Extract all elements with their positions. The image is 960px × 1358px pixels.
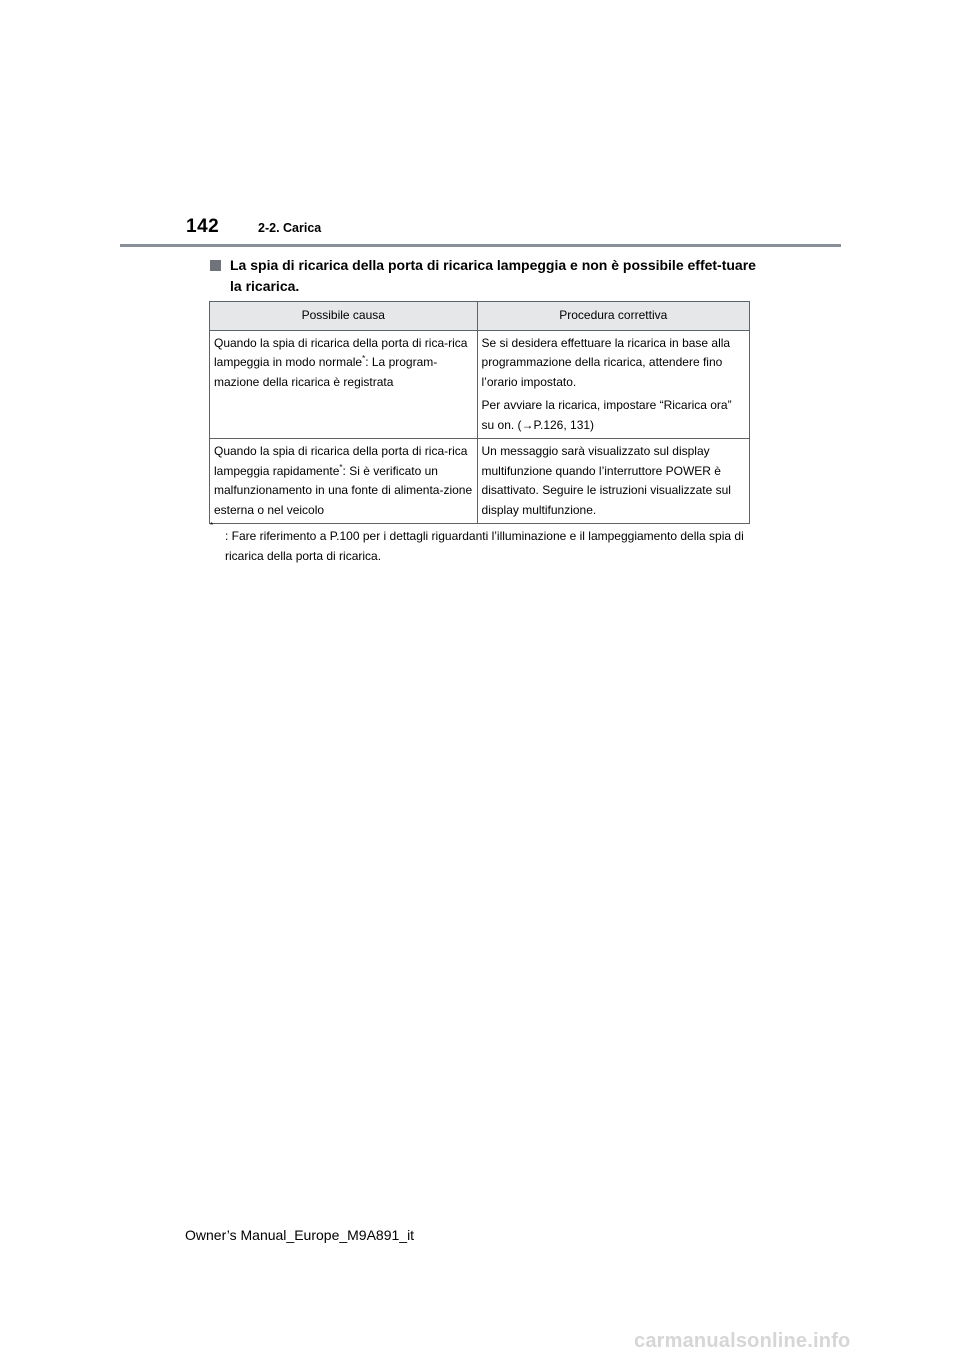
heading-text: La spia di ricarica della porta di ricarica lampeggia e non è possibile effet-tuare la ricarica. bbox=[230, 257, 756, 294]
cause-text: : La program-mazione della ricarica è registrata bbox=[214, 355, 438, 389]
troubleshooting-table bbox=[209, 301, 750, 524]
header-divider bbox=[120, 244, 841, 247]
watermark: carmanualsonline.info bbox=[634, 1330, 851, 1352]
square-bullet-icon bbox=[210, 260, 221, 271]
section-title: 2-2. Carica bbox=[258, 221, 322, 235]
footnote-marker: * bbox=[339, 462, 343, 472]
cause-text: Quando la spia di ricarica della porta di rica-rica lampeggia in modo normale bbox=[214, 335, 468, 369]
footnote-marker: * bbox=[362, 354, 366, 363]
table-row bbox=[210, 330, 750, 439]
cause-cell bbox=[210, 330, 478, 439]
cause-cell bbox=[210, 439, 478, 524]
column-header-cause: Possibile causa bbox=[210, 302, 478, 331]
cause-text: : Si è verificato un malfunzionamento in una fonte di alimenta-zione esterna o nel veicolo bbox=[214, 463, 473, 517]
procedure-cell bbox=[477, 439, 749, 524]
procedure-paragraph: Se si desidera effettuare la ricarica in base alla programmazione della ricarica, attendere fino l’orario impostato. bbox=[481, 335, 731, 389]
footnote-text: : Fare riferimento a P.100 per i dettagli riguardanti l’illuminazione e il lampeggiamento della spia di ricarica della porta di ricarica. bbox=[225, 529, 744, 563]
footer-manual-id: Owner’s Manual_Europe_M9A891_it bbox=[185, 1227, 415, 1243]
footnote: * : Fare riferimento a P.100 per i dettagli riguardanti l’illuminazione e il lampeggiamento della spia di ricarica della porta di ricarica. bbox=[210, 526, 750, 566]
procedure-paragraph: Per avviare la ricarica, impostare “Ricarica ora” su on. (→P.126, 131) bbox=[481, 398, 732, 432]
procedure-cell bbox=[477, 330, 749, 439]
table-row bbox=[210, 439, 750, 524]
section-heading bbox=[210, 255, 770, 297]
procedure-paragraph: Un messaggio sarà visualizzato sul display multifunzione quando l’interruttore POWER è disattivato. Seguire le istruzioni visualizzate sul display multifunzione. bbox=[481, 444, 731, 517]
column-header-procedure: Procedura correttiva bbox=[477, 302, 749, 331]
table-header-row bbox=[210, 302, 750, 331]
cause-text: Quando la spia di ricarica della porta di rica-rica lampeggia rapidamente bbox=[214, 444, 468, 478]
page-number: 142 bbox=[186, 216, 220, 237]
